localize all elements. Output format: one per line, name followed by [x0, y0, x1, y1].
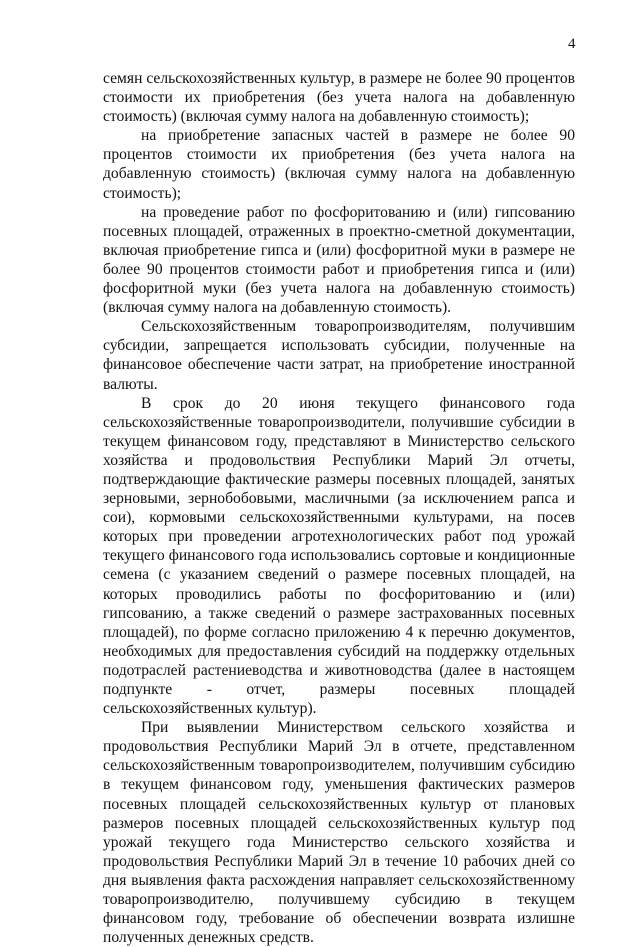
page-number: 4 — [568, 36, 576, 52]
paragraph-phosphoritization: на проведение работ по фосфоритованию и (или) гипсованию посевных площадей, отраженных в проектно-сметной документации, включая приобретение гипса и (или) фосфоритной муки в размере не более 90 процентов стоимости работ и приобретения гипса и (или) фосфоритной муки (без учета налога на добавленную стоимость) (включая сумму налога на добавленную стоимость). — [103, 203, 575, 317]
document-body — [103, 69, 575, 947]
paragraph-spare-parts: на приобретение запасных частей в размере не более 90 процентов стоимости их приобретения (без учета налога на добавленную стоимость) (включая сумму налога на добавленную стоимость); — [103, 127, 575, 202]
paragraph-seeds-continuation: семян сельскохозяйственных культур, в размере не более 90 процентов стоимости их приобретения (без учета налога на добавленную стоимость) (включая сумму налога на добавленную стоимость); — [103, 70, 575, 126]
paragraph-report-deadline: В срок до 20 июня текущего финансового года сельскохозяйственные товаропроизводители, получившие субсидии в текущем финансовом году, представляют в Министерство сельского хозяйства и продовольствия Республики Марий Эл отчеты, подтверждающие фактические размеры посевных площадей, занятых зерновыми, зернобобовыми, масличными (за исключением рапса и сои), кормовыми сельскохозяйственными культурами, на посев которых при проведении агротехнологических работ под урожай текущего финансового года использовались сортовые и кондиционные семена (с указанием сведений о размере посевных площадей, на которых проводились работы по фосфоритованию и (или) гипсованию, а также сведений о размере застрахованных посевных площадей), по форме согласно приложению 4 к перечню документов, необходимых для предоставления субсидий на поддержку отдельных подотраслей растениеводства и животноводства (далее в настоящем подпункте - отчет, размеры посевных площадей сельскохозяйственных культур). — [103, 394, 575, 718]
paragraph-foreign-currency-ban: Сельскохозяйственным товаропроизводителям, получившим субсидии, запрещается использовать субсидии, полученные на финансовое обеспечение части затрат, на приобретение иностранной валюты. — [103, 318, 575, 393]
paragraph-refund-requirement: При выявлении Министерством сельского хозяйства и продовольствия Республики Марий Эл в отчете, представленном сельскохозяйственным товаропроизводителем, получившим субсидию в текущем финансовом году, уменьшения фактических размеров посевных площадей сельскохозяйственных культур от плановых размеров посевных площадей сельскохозяйственных культур под урожай текущего года Министерство сельского хозяйства и продовольствия Республики Марий Эл в течение 10 рабочих дней со дня выявления факта расхождения направляет сельскохозяйственному товаропроизводителю, получившему субсидию в текущем финансовом году, требование об обеспечении возврата излишне полученных денежных средств. — [103, 719, 575, 947]
